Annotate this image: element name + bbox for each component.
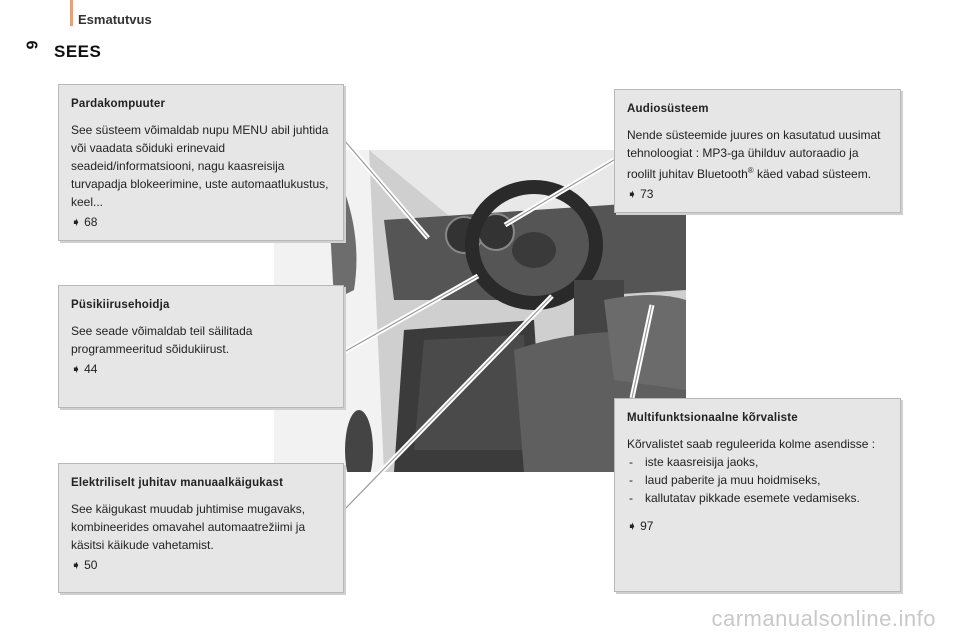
callout-audio-system: [614, 89, 901, 213]
callout-text: Nende süsteemide juures on kasutatud uusimat tehnoloogiat : MP3-ga ühilduv autoraadio ja roolilt juhitav Bluetooth® käed vabad süsteem.: [627, 128, 881, 181]
callout-cruise-control: [58, 285, 344, 408]
page-reference[interactable]: [71, 213, 331, 231]
page-title: SEES: [54, 42, 102, 61]
page-reference[interactable]: [71, 360, 331, 378]
callout-title: Pardakompuuter: [71, 98, 166, 110]
reference-arrow-icon: ➧: [71, 215, 82, 229]
header-accent-bar: [70, 0, 73, 26]
callout-text: See seade võimaldab teil säilitada programmeeritud sõidukiirust.: [71, 324, 253, 356]
watermark: carmanualsonline.info: [711, 606, 936, 631]
callout-text: See käigukast muudab juhtimise mugavaks, kombineerides omavahel automaatrežiimi ja käsitsi käikude vahetamist.: [71, 502, 306, 552]
reference-page: 44: [84, 362, 98, 376]
callout-text: See süsteem võimaldab nupu MENU abil juhtida või vaadata sõiduki erinevaid seadeid/informatsiooni, nagu kaasreisija turvapadja blokeerimine, uste automaatlukustus, keel...: [71, 123, 329, 209]
page-number: 6: [22, 40, 40, 50]
reference-arrow-icon: ➧: [627, 187, 638, 201]
callout-gearbox: [58, 463, 344, 593]
list-item: - iste kaasreisija jaoks,: [627, 453, 888, 471]
section-title: Esmatutvus: [78, 12, 152, 27]
reference-page: 97: [640, 519, 654, 533]
list-item: - laud paberite ja muu hoidmiseks,: [627, 471, 888, 489]
page-reference[interactable]: [627, 517, 888, 535]
reference-arrow-icon: ➧: [71, 558, 82, 572]
seat-positions-list: [627, 453, 888, 507]
reference-arrow-icon: ➧: [627, 519, 638, 533]
callout-title: Elektriliselt juhitav manuaalkäigukast: [71, 477, 284, 489]
callout-passenger-seat: [614, 398, 901, 592]
callout-text: Kõrvalistet saab reguleerida kolme asendisse :: [627, 437, 876, 451]
callout-title: Audiosüsteem: [627, 103, 709, 115]
callout-title: Püsikiirusehoidja: [71, 299, 170, 311]
page-reference[interactable]: [627, 185, 888, 203]
reference-page: 50: [84, 558, 98, 572]
reference-page: 68: [84, 215, 98, 229]
callout-title: Multifunktsionaalne kõrvaliste: [627, 412, 798, 424]
list-item: - kallutatav pikkade esemete vedamiseks.: [627, 489, 888, 507]
reference-arrow-icon: ➧: [71, 362, 82, 376]
page-reference[interactable]: [71, 556, 331, 574]
callout-onboard-computer: [58, 84, 344, 241]
reference-page: 73: [640, 187, 654, 201]
